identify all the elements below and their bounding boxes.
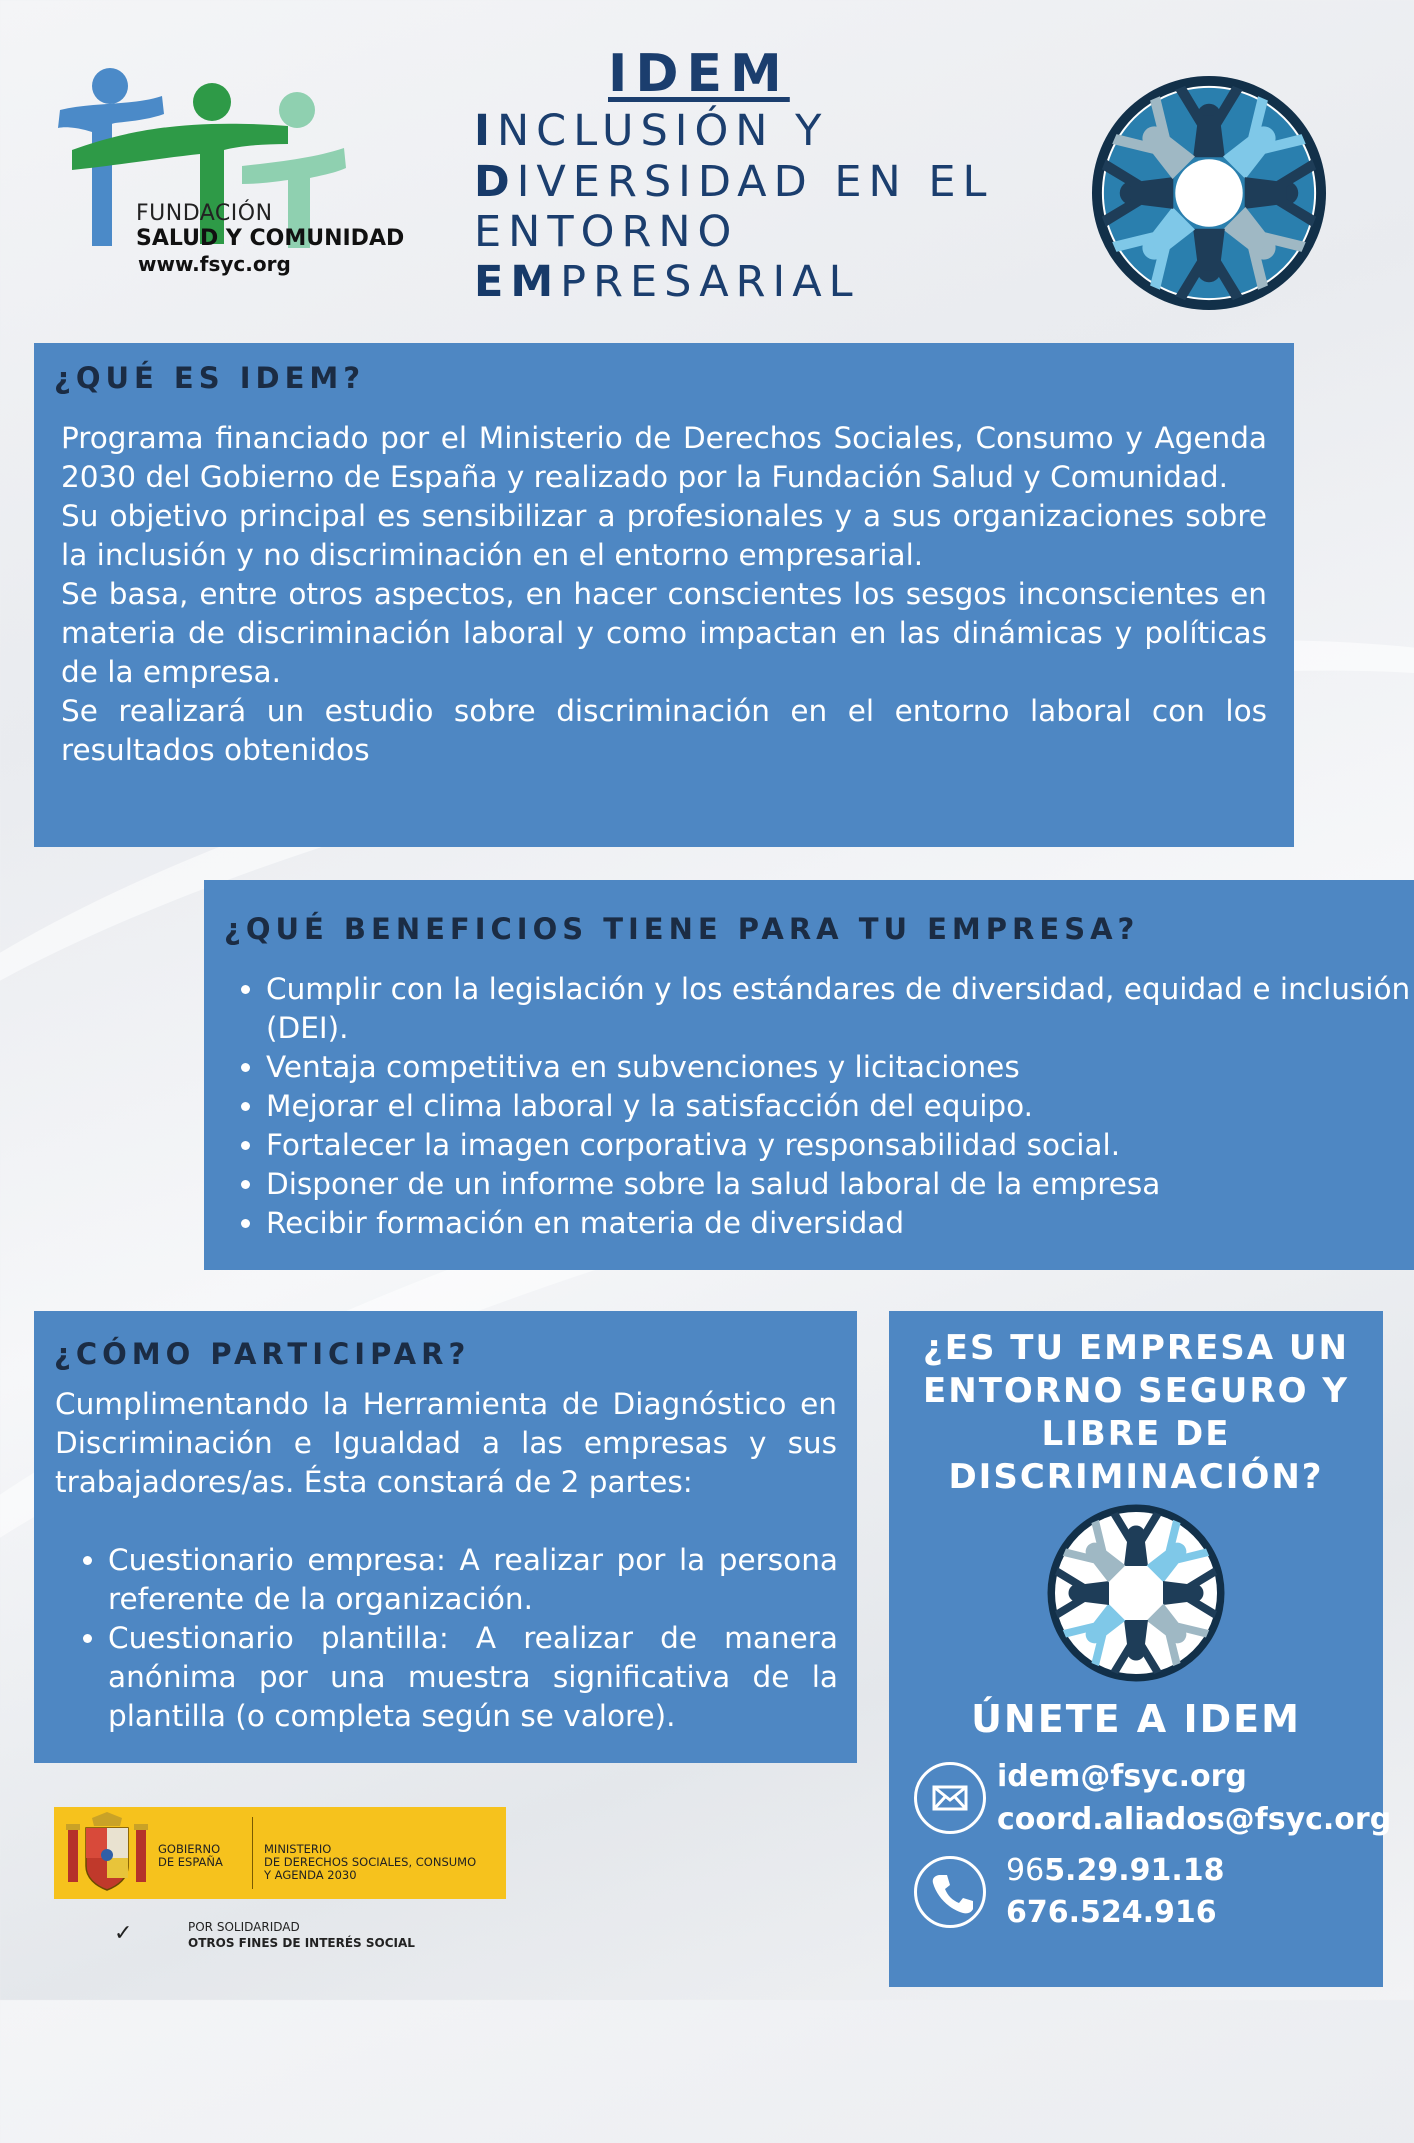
government-logo	[54, 1807, 506, 1899]
section-heading: ¿QUÉ BENEFICIOS TIENE PARA TU EMPRESA?	[224, 912, 1140, 946]
subtitle-line: ENTORNO	[474, 207, 739, 257]
org-website: www.fsyc.org	[138, 252, 291, 276]
email-link[interactable]: coord.aliados@fsyc.org	[997, 1802, 1392, 1837]
join-idem-panel	[889, 1311, 1392, 1987]
checkmark-icon: ✓	[114, 1921, 133, 1946]
list-item: • Cuestionario plantilla: A realizar de manera anónima por una muestra significativa de la plantilla (o completa según se valore).	[108, 1619, 838, 1736]
section-intro: Cumplimentando la Herramienta de Diagnóstico en Discriminación e Igualdad a las empresas y sus trabajadores/as. Ésta constará de 2 partes:	[55, 1387, 837, 1499]
participation-list	[70, 1541, 838, 1736]
list-item: • Ventaja competitiva en subvenciones y licitaciones	[266, 1048, 1414, 1087]
benefits-section	[204, 880, 1414, 1270]
page-title: IDEM	[608, 44, 790, 104]
list-item: • Cumplir con la legislación y los estándares de diversidad, equidad e inclusión (DEI).	[266, 970, 1414, 1048]
list-item: • Mejorar el clima laboral y la satisfacción del equipo.	[266, 1087, 1414, 1126]
subtitle-line: INCLUSIÓN Y	[474, 106, 829, 156]
list-item: • Fortalecer la imagen corporativa y responsabilidad social.	[266, 1126, 1414, 1165]
solidarity-label: POR SOLIDARIDAD	[188, 1920, 300, 1934]
idem-emblem	[1090, 74, 1328, 312]
section-heading: ¿CÓMO PARTICIPAR?	[54, 1337, 471, 1371]
ministry-name: MINISTERIO DE DERECHOS SOCIALES, CONSUMO Y AGENDA 2030	[264, 1842, 477, 1882]
benefits-list	[228, 970, 1414, 1243]
question-heading: ¿ES TU EMPRESA UN ENTORNO SEGURO Y LIBRE DE DISCRIMINACIÓN?	[923, 1328, 1349, 1497]
coat-of-arms-icon	[62, 1810, 152, 1896]
mail-icon	[914, 1762, 986, 1834]
how-to-participate-section	[34, 1311, 857, 1763]
org-name-line1: FUNDACIÓN	[136, 201, 273, 226]
divider	[252, 1817, 253, 1889]
paragraph: Se basa, entre otros aspectos, en hacer conscientes los sesgos inconscientes en materia de discriminación laboral y como impactan en las dinámicas y políticas de la empresa.	[61, 577, 1267, 689]
list-item: • Disponer de un informe sobre la salud laboral de la empresa	[266, 1165, 1414, 1204]
phone-number[interactable]: 965.29.91.18	[1006, 1853, 1225, 1888]
section-body	[61, 419, 1267, 770]
idem-emblem	[1046, 1503, 1226, 1683]
email-link[interactable]: idem@fsyc.org	[997, 1759, 1247, 1794]
paragraph: Se realizará un estudio sobre discriminación en el entorno laboral con los resultados obtenidos	[61, 694, 1267, 767]
list-item: • Cuestionario empresa: A realizar por la persona referente de la organización.	[108, 1541, 838, 1619]
government-name: GOBIERNO DE ESPAÑA	[158, 1842, 223, 1869]
org-name-line2: SALUD Y COMUNIDAD	[136, 226, 405, 251]
list-item: • Recibir formación en materia de diversidad	[266, 1204, 1414, 1243]
solidarity-label: OTROS FINES DE INTERÉS SOCIAL	[188, 1936, 415, 1950]
paragraph: Su objetivo principal es sensibilizar a profesionales y a sus organizaciones sobre la inclusión y no discriminación en el entorno empresarial.	[61, 499, 1267, 572]
paragraph: Programa financiado por el Ministerio de Derechos Sociales, Consumo y Agenda 2030 del Gobierno de España y realizado por la Fundación Salud y Comunidad.	[61, 421, 1267, 494]
subtitle-line: DIVERSIDAD EN EL	[474, 157, 994, 207]
phone-icon	[914, 1856, 986, 1928]
section-heading: ¿QUÉ ES IDEM?	[54, 361, 366, 395]
join-heading: ÚNETE A IDEM	[971, 1697, 1301, 1741]
subtitle-line: EMPRESARIAL	[474, 257, 860, 307]
what-is-idem-section	[34, 343, 1294, 847]
phone-number[interactable]: 676.524.916	[1006, 1895, 1217, 1930]
